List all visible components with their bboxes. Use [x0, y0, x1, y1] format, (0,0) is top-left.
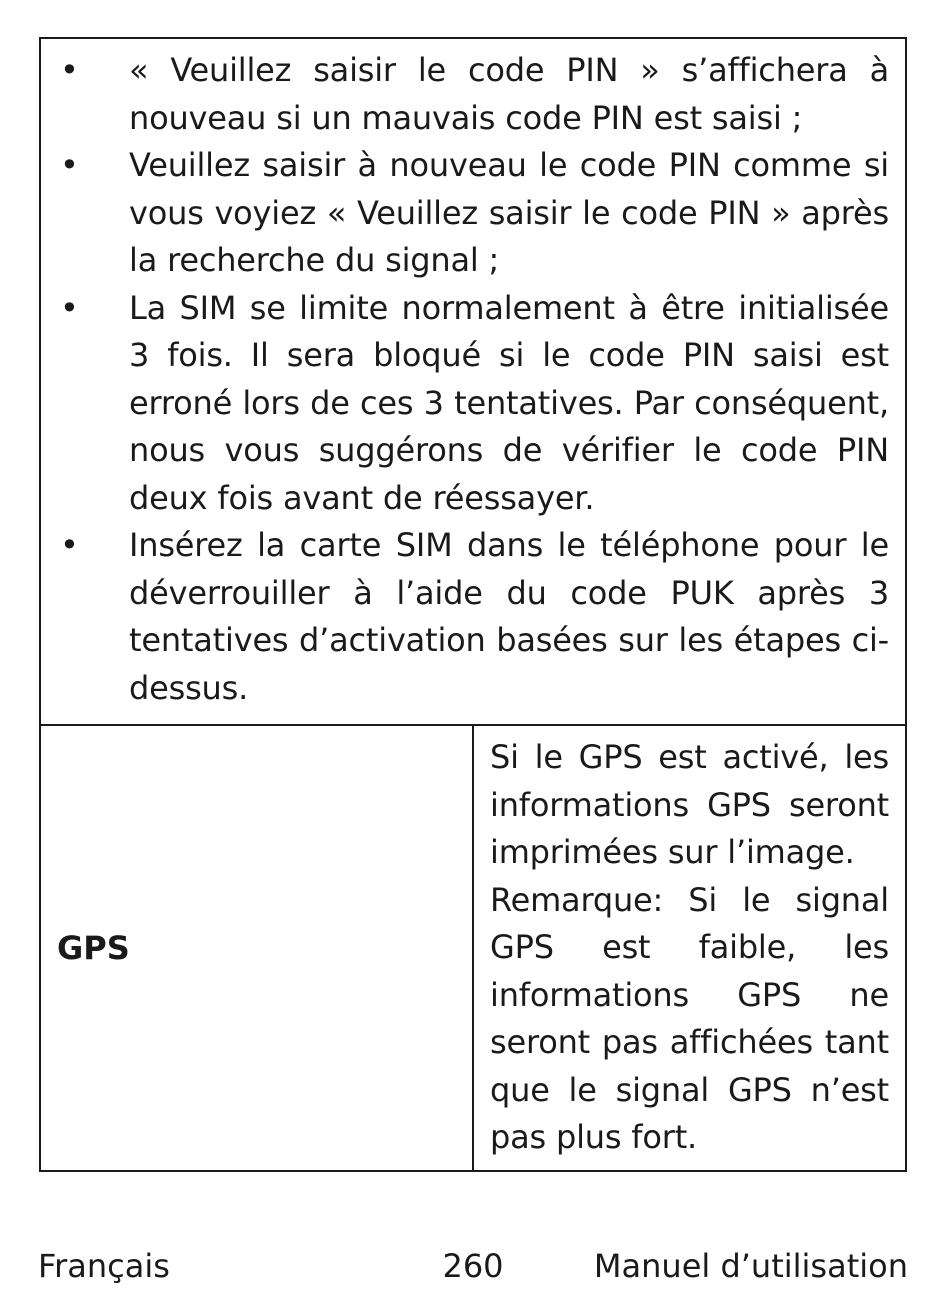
page-footer: [38, 1247, 908, 1291]
list-item: [41, 47, 889, 142]
pin-instructions-row: [40, 38, 906, 725]
bullet-icon: •: [60, 526, 79, 564]
list-item-text: Veuillez saisir à nouveau le code PIN comme si vous voyiez « Veuillez saisir le code PIN » après la recherche du signal ;: [129, 146, 889, 279]
bullet-icon: •: [60, 51, 79, 89]
manual-table: [39, 37, 907, 1172]
gps-row: [40, 725, 906, 1171]
list-item-text: « Veuillez saisir le code PIN » s’affichera à nouveau si un mauvais code PIN est saisi ;: [129, 51, 889, 137]
list-item-text: La SIM se limite normalement à être initialisée 3 fois. Il sera bloqué si le code PIN saisi est erroné lors de ces 3 tentatives. Par conséquent, nous vous suggérons de vérifier le code PIN deux fois avant de réessayer.: [129, 288, 889, 517]
pin-instructions-cell: [40, 38, 906, 725]
pin-instructions-list: [41, 47, 889, 712]
list-item: [41, 285, 889, 523]
footer-manual-title: Manuel d’utilisation: [593, 1247, 908, 1285]
footer-language: Français: [38, 1247, 170, 1285]
bullet-icon: •: [60, 146, 79, 184]
gps-description-cell: [473, 725, 906, 1171]
gps-label: GPS: [57, 928, 130, 967]
gps-label-cell: [40, 725, 473, 1171]
gps-description: Si le GPS est activé, les informations GPS seront imprimées sur l’image.: [490, 738, 889, 871]
list-item: [41, 522, 889, 712]
gps-note: Remarque: Si le signal GPS est faible, les informations GPS ne seront pas affichées tant que le signal GPS n’est pas plus fort.: [490, 880, 889, 1156]
list-item: [41, 142, 889, 285]
page-number: 260: [442, 1247, 504, 1285]
bullet-icon: •: [60, 288, 79, 327]
list-item-text: Insérez la carte SIM dans le téléphone pour le déverrouiller à l’aide du code PUK après 3 tentatives d’activation basées sur les étapes ci-dessus.: [129, 526, 889, 707]
